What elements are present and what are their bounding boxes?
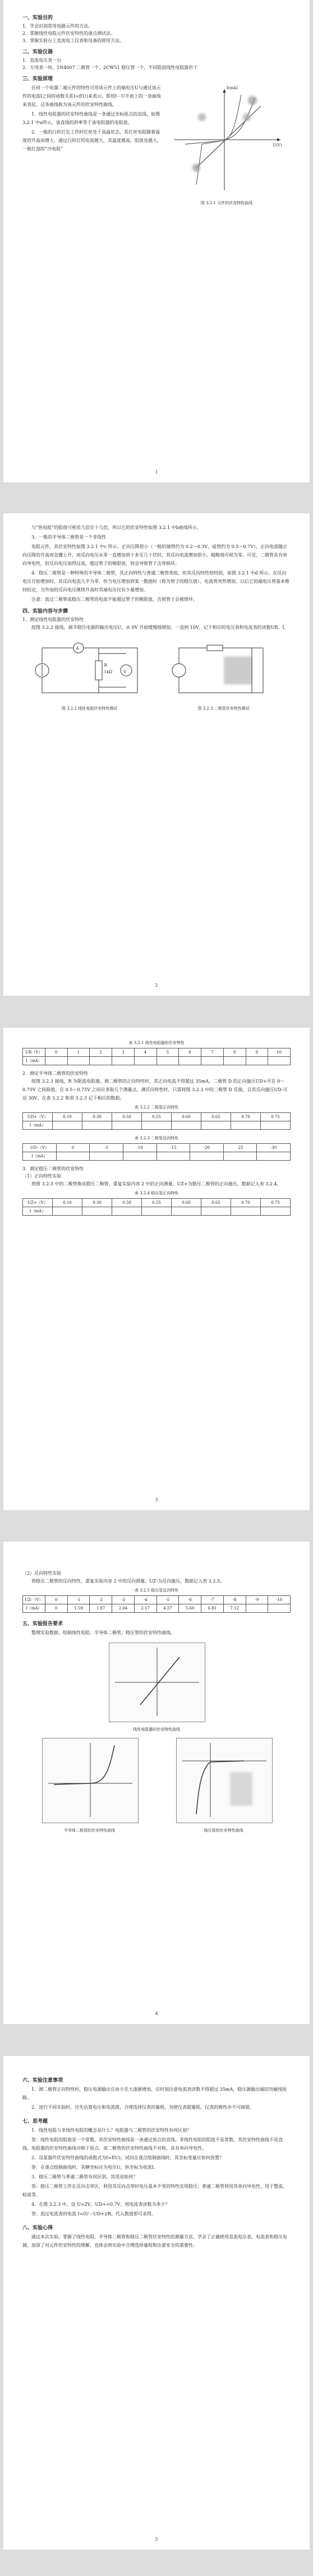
section-steps-title: 四、实验内容与步骤 [22,609,68,614]
graph-linear-resistor [109,1643,204,1732]
axis-label-voltage: U(V) [273,143,282,148]
table-cell [156,1057,179,1065]
caution-note: 注意：流过二极管或稳压二极管的电流不能超过管子的极限值，否则管子会被烧坏。 [31,597,197,602]
table-cell [45,1057,67,1065]
ammeter-label: A [76,646,79,651]
table-cell [268,1057,291,1065]
instrument-2: 2．万用表一块，1N4007 二极管一个，2CW51 稳压管一个，不同阻值线性电阻器若干 [22,65,198,70]
table-cell: 7 [201,1048,224,1057]
figure-diode-circuit [168,640,280,714]
table-cell [231,1207,261,1216]
table-cell [82,1207,112,1216]
table-cell: 8 [223,1048,246,1057]
page-4 [3,1542,310,2024]
table-cell [90,1057,112,1065]
table-cell [201,1207,231,1216]
table-cell: UZ+（V） [23,1199,53,1207]
table-cell [90,1152,123,1161]
table-cell [112,1207,142,1216]
section-principle-title: 三、实验原理 [22,76,53,82]
table-cell: 1.87 [90,1604,112,1613]
table-cell: 5 [156,1048,179,1057]
table-cell: 0 [45,1048,67,1057]
table-4-caption: 表 3.2.4 稳压管正向特性 [134,1191,179,1195]
resistor-circuit-diagram [34,640,146,701]
section-notes-title: 六、实验注意事项 [22,2078,63,2083]
table-cell: -25 [223,1144,257,1152]
table-cell: -1 [67,1596,90,1604]
table-cell: 2.17 [134,1604,156,1613]
table-cell [172,1121,201,1130]
note-1: 1．测二极管正向特性时，稳压电源输出应由小至大逐渐增加，应时刻注意电流表读数不得超过 35mA，稳压源输出端切勿碰线短路。 [22,2087,287,2100]
table-zener-reverse [22,1595,291,1613]
figure-3-caption: 图 3.2.3 二极管伏安特性测试 [197,706,250,711]
table-cell: 1 [67,1048,90,1057]
table-cell: 9 [246,1048,268,1057]
resistor-value: 1kΩ [104,670,112,674]
table-cell: 0.30 [82,1113,112,1121]
step-3-text: 将图 3.2.3 中的二极管换成稳压二极管，重复实验内容 2 中的正向测量。UZ+为稳压二极管的正向施压，数据记入表 3.2.4。 [31,1181,282,1186]
axis-label-current: I(mA) [227,86,238,90]
table-cell: 0.50 [112,1113,142,1121]
table-cell: 6 [179,1048,201,1057]
table-cell: 0.70 [231,1113,261,1121]
table-cell: 0.10 [53,1113,82,1121]
table-diode-reverse [22,1143,291,1161]
sub-2-text: 将稳压二极管的反向特性，重复实验内容 2 中的反向测量，UZ-为反向施压，数据记入表 3.2.5。 [31,1579,225,1584]
page-3 [3,1028,310,1510]
table-row [23,1048,291,1057]
report-text: 整理实验数据，绘制线性电阻、半导体二极管、稳压管的伏安特性曲线。 [31,1630,175,1635]
table-3-caption: 表 3.2.3 二极管反向特性 [134,1136,179,1140]
table-cell [123,1152,156,1161]
answer-1: 答：线性电阻的阻值是一个常数，其伏安特性曲线是一条通过原点的直线。非线性电阻的阻值不是常数，其伏安特性曲线不是直线。电阻器的伏安特性曲线对称于原点，而二极管的伏安特性曲线不对称，具有单向导电性。 [22,2137,283,2151]
step-1-title: 1．测定线性电阻器的伏安特性 [22,617,84,622]
answer-4: 答：流过电流表的电流 I=(U－UD+)/R，代入数值即可求得。 [31,2211,156,2216]
table-linear-resistor [22,1048,291,1065]
table-cell [82,1121,112,1130]
table-row [23,1199,291,1207]
table-cell: -6 [179,1596,201,1604]
table-row [23,1207,291,1216]
table-cell: I（mA） [23,1121,53,1130]
table-cell [246,1604,268,1613]
table-cell: 4.27 [156,1604,179,1613]
question-1: 1．线性电阻与非线性电阻的概念是什么？电阻器与二极管的伏安特性有何区别？ [31,2128,192,2133]
figure-iv-curves [163,84,291,208]
page-number: 4 [155,2011,158,2016]
table-cell: -20 [190,1144,224,1152]
table-cell [156,1152,190,1161]
answer-2: 答：在逐点绘制曲线时，其横坐标应为电压U，纵坐标为电流I。 [31,2165,158,2170]
figure-resistor-circuit [34,640,146,714]
section-report-title: 五、实验报告要求 [22,1621,63,1627]
diode-circuit-diagram [168,640,280,701]
table-cell: 10 [268,1048,291,1057]
table-cell [201,1121,231,1130]
table-cell [190,1152,224,1161]
iv-curves-diagram [163,84,291,196]
table-cell: UD-（V） [23,1144,57,1152]
table-cell: 0.65 [201,1199,231,1207]
table-cell: UZ-（V） [23,1596,45,1604]
step-1-text: 按图 3.2.2 接线，调节稳压电源的输出电压U，从 0V 开始缓慢地增加，一直到 10V，记下相应的电压表和电流表的读数UR、I。 [31,625,289,630]
table-cell: -5 [90,1144,123,1152]
table-cell: -30 [257,1144,291,1152]
step-3-title: 3．测定稳压二极管的伏安特性 [22,1166,84,1171]
table-cell: 0.50 [112,1199,142,1207]
table-cell: 3 [112,1048,135,1057]
table-cell [56,1152,90,1161]
resistor-label: R [104,663,107,668]
figure-2-caption: 图 3.2.2 线性电阻伏安特性测试 [61,706,118,711]
table-cell [246,1057,268,1065]
step-2-title: 2．测定半导体二极管的伏安特性 [22,1071,89,1076]
table-cell: 0.55 [142,1113,172,1121]
figure-1-caption: 图 3.2.1 元件的伏安特性曲线 [200,201,253,205]
graph-diode [42,1738,137,1836]
graph-zener [176,1738,271,1836]
page-number: 3 [155,1497,158,1502]
note-2: 2．进行不同实验时，应先估算电压和电流值，合理选择仪表的量程，勿使仪表超量程，仪表的极性亦不可接错。 [31,2105,255,2110]
diode-plot [42,1738,139,1823]
table-cell [261,1207,291,1216]
table-cell: -8 [223,1596,246,1604]
principle-paragraph-2: 1．线性电阻器的伏安特性曲线是一条通过坐标原点的直线，如图 3.2.1 中a所示，该直线的斜率等于该电阻器的电阻值。 [22,112,160,125]
page-2 [3,513,310,996]
table-cell: 7.12 [223,1604,246,1613]
table-cell [231,1121,261,1130]
table-row [23,1121,291,1130]
table-cell: -10 [123,1144,156,1152]
answer-3: 答：稳压二极管工作在反向击穿区，利用其反向击穿时电压基本不变的特性实现稳压；普通二极管利用其单向导电性，用于整流、检波等。 [22,2184,287,2197]
graph-3-caption: 稳压管的伏安特性曲线 [204,1828,243,1833]
graph-1-caption: 线性电阻器的伏安特性曲线 [133,1727,180,1732]
table-cell: -10 [268,1596,291,1604]
principle-paragraph-3: 2．一般的白炽灯在工作时灯丝处于高温状态，其灯丝电阻随着温度的升高而增大，通过白炽灯的电流越大，其温度越高，阻值也越大，一般灯泡的“冷电阻” [22,130,162,151]
section-questions-title: 七、思考题 [22,2119,48,2124]
table-cell [142,1121,172,1130]
table-row [23,1057,291,1065]
table-cell: 2.04 [112,1604,135,1613]
graph-2-caption: 半导体二极管的伏安特性曲线 [64,1828,115,1833]
page-number: 5 [155,2537,158,2542]
page-number: 2 [155,983,158,988]
principle-continued: 与“热电阻”的阻值可相差几倍至十几倍，所以它的伏安特性如图 3.2.1 中b曲线所示。 [31,525,201,530]
linear-resistor-plot [109,1643,205,1722]
table-cell [112,1057,135,1065]
table-cell [223,1152,257,1161]
voltmeter-label: V [123,670,127,674]
table-5-caption: 表 3.2.5 稳压管反向特性 [134,1588,179,1593]
table-cell [134,1057,156,1065]
table-cell: 6.81 [201,1604,224,1613]
section-goals-title: 一、实验目的 [22,15,53,21]
table-cell: UR（V） [23,1048,45,1057]
table-cell: 1.59 [67,1604,90,1613]
zener-description: 4．稳压二极管是一种特殊的半导体二极管，其正向特性与普通二极管类似，但其反向特性较特别，如图 3.2.1 中d 所示。在反向电压开始增加时，其反向电流几乎为零，但当电压增加到某一数值时（称为管子的稳压值），电流将突然增加，以后它的端电压将基本维持恒定，当外加的反向电压继续升高时其端电压仅有少量增加。 [22,571,289,592]
table-cell [268,1604,291,1613]
page-5 [3,2056,310,2550]
table-cell: 0.30 [82,1199,112,1207]
table-cell: -5 [156,1596,179,1604]
question-4: 4．在图 3.2.3 中，设 U=2V，UD+=0.7V，则电流表读数为多少？ [31,2202,170,2207]
section-instruments-title: 二、实验仪器 [22,49,53,55]
table-cell: 0.70 [231,1199,261,1207]
table-cell: 5.60 [179,1604,201,1613]
table-cell [179,1057,201,1065]
table-cell: UD+（V） [23,1113,53,1121]
zener-plot [176,1738,273,1823]
table-cell: I（mA） [23,1604,45,1613]
table-cell: 0.65 [201,1113,231,1121]
principle-paragraph-1: 任何一个电器二端元件的特性可用该元件上的端电压U与通过该元件的电流I之间的函数关系I=f(U)来表示，即用I－U平面上的一条曲线来表征，这条曲线称为该元件的伏安特性曲线。 [22,85,161,107]
table-cell: -9 [246,1596,268,1604]
table-cell: 4 [134,1048,156,1057]
table-cell: I（mA） [23,1057,45,1065]
table-cell [112,1121,142,1130]
table-cell [257,1152,291,1161]
table-cell [172,1207,201,1216]
goal-3: 3．掌握实验台上直流电工仪表和设备的使用方法。 [22,38,125,43]
table-cell [223,1057,246,1065]
sub-2-title: （2）反向特性实验 [22,1571,62,1576]
step-3-subtitle: （1）正向特性实验 [22,1174,62,1179]
table-cell: -3 [112,1596,135,1604]
table-cell: 0 [56,1144,90,1152]
table-row [23,1113,291,1121]
page-1 [3,0,310,482]
goal-2: 2．掌握线性电阻元件伏安特性的逐点测试法。 [22,31,116,36]
table-cell: 0.10 [53,1199,82,1207]
table-cell: -7 [201,1596,224,1604]
table-cell: 0.55 [142,1199,172,1207]
table-1-caption: 表 3.2.1 线性电阻器的伏安特性 [128,1041,185,1045]
question-2: 2．设某器件伏安特性曲线的函数式为I=f(U)，试问在逐点绘制曲线时，其坐标变量应如何放置？ [31,2155,224,2160]
table-zener-forward [22,1198,291,1216]
table-cell: 0 [45,1604,67,1613]
table-cell: 2 [90,1048,112,1057]
step-2-text: 按图 3.2.3 接线，R 为限流电阻器。测二极管的正向特性时，其正向电流不得超过 35mA，二极管 D 的正向施压UD+可在 0～0.75V 之间取值。在 0.5～0.75V 之间应多取几个测量点。测反向特性时，只需将图 3.2.3 中的二极管 D 反接，且其反向施压UD-可达 30V。在表 3.2.2 和表 3.2.3 记下相应的数据。 [22,1079,288,1101]
table-cell: I（mA） [23,1207,53,1216]
table-cell [53,1121,82,1130]
table-cell [142,1207,172,1216]
table-cell [53,1207,82,1216]
table-cell [67,1057,90,1065]
reflection-text: 通过本次实验，掌握了线性电阻、半导体二极管和稳压二极管伏安特性的测量方法，学会了正确使用直流电压表、电流表和稳压电源，加深了对元件伏安特性的理解，也体会到实验中合理选择量程和注意安全的重要性。 [22,2234,287,2248]
table-cell: 0 [45,1596,67,1604]
table-cell: -4 [134,1596,156,1604]
table-row [23,1152,291,1161]
goal-1: 1．学会识别常用电路元件的方法。 [22,24,93,29]
table-diode-forward [22,1112,291,1130]
diode-intro: 3．一般的半导体二极管是一个非线性 [31,535,107,540]
diode-description: 电阻元件，其伏安特性如图 3.2.1 中c 所示。正向压降很小（一般的锗管约为 0.2～0.3V，硅管约为 0.5～0.7V），正向电流随正向压降的升高而急骤上升，而反向电压从零一直增加到十多至几十伏时，其反向电流增加很小，粗略地可视为零。可见，二极管具有单向导电性，但反向电压加得过高，超过管子的极限值，则会导致管子击穿损坏。 [22,544,287,566]
table-row [23,1604,291,1613]
question-3: 3．稳压二极管与普通二极管有何区别，其用途如何？ [31,2174,138,2179]
table-cell: 0.60 [172,1113,201,1121]
table-cell: I（mA） [23,1152,57,1161]
table-cell: 0.75 [261,1113,291,1121]
table-2-caption: 表 3.2.2 二极管正向特性 [134,1105,179,1110]
page-number: 1 [155,470,158,475]
table-cell: 0.75 [261,1199,291,1207]
table-cell: -2 [90,1596,112,1604]
section-reflection-title: 八、实验心得 [22,2225,53,2231]
table-cell: 0.60 [172,1199,201,1207]
instrument-1: 1．直流电压表一台 [22,58,62,63]
table-cell [201,1057,224,1065]
table-cell: -15 [156,1144,190,1152]
table-row [23,1596,291,1604]
table-row [23,1144,291,1152]
table-cell [261,1121,291,1130]
